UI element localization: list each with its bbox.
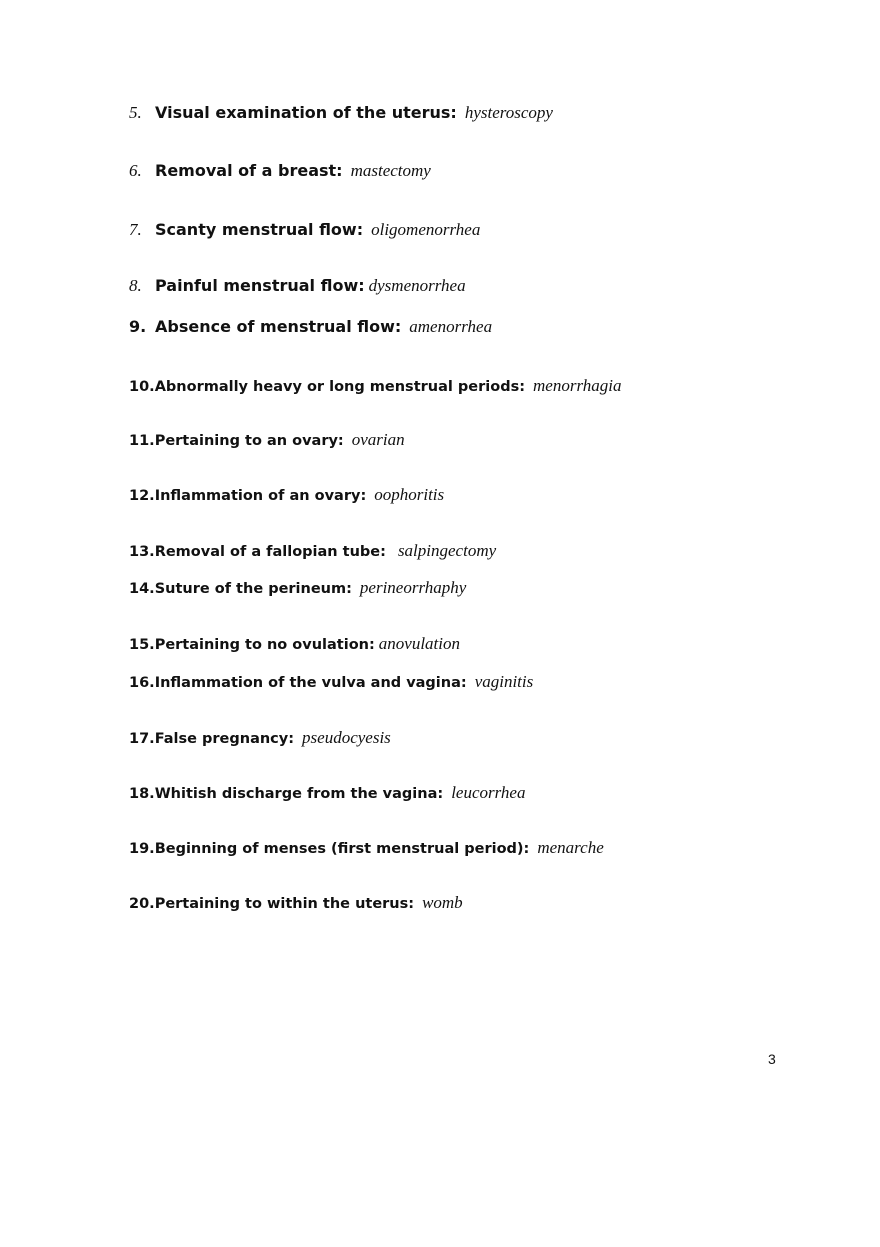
item-10 xyxy=(129,377,622,395)
item-question: Scanty menstrual flow: xyxy=(155,220,364,239)
item-14 xyxy=(129,579,466,597)
item-number: 20. xyxy=(129,896,155,912)
item-number: 12. xyxy=(129,488,155,504)
item-answer: pseudocyesis xyxy=(302,728,391,747)
item-number: 18. xyxy=(129,786,155,802)
item-question: Pertaining to an ovary: xyxy=(154,433,344,449)
item-number: 17. xyxy=(129,731,155,747)
item-number: 8. xyxy=(129,276,142,295)
item-18 xyxy=(129,784,525,802)
item-answer: womb xyxy=(422,893,463,912)
item-answer: mastectomy xyxy=(350,161,431,180)
item-16 xyxy=(129,673,533,691)
item-question: Inflammation of an ovary: xyxy=(154,488,367,504)
item-question: Whitish discharge from the vagina: xyxy=(154,786,444,802)
item-number: 7. xyxy=(129,220,142,239)
item-5 xyxy=(129,104,553,122)
item-number: 10. xyxy=(129,379,155,395)
item-9 xyxy=(129,318,492,336)
item-question: Visual examination of the uterus: xyxy=(155,103,457,122)
item-7 xyxy=(129,221,480,239)
item-number: 19. xyxy=(129,841,155,857)
item-number: 6. xyxy=(129,161,142,180)
item-question: Beginning of menses (first menstrual period): xyxy=(154,841,530,857)
item-answer: oophoritis xyxy=(374,485,445,504)
item-6 xyxy=(129,162,431,180)
item-question: False pregnancy: xyxy=(154,731,295,747)
item-answer: dysmenorrhea xyxy=(368,276,466,295)
item-answer: salpingectomy xyxy=(397,541,497,560)
item-number: 11. xyxy=(129,433,155,449)
item-question: Suture of the perineum: xyxy=(154,581,352,597)
item-19 xyxy=(129,839,604,857)
item-answer: menarche xyxy=(537,838,604,857)
item-20 xyxy=(129,894,463,912)
item-13 xyxy=(129,542,496,560)
item-answer: anovulation xyxy=(378,634,460,653)
item-question: Inflammation of the vulva and vagina: xyxy=(154,675,467,691)
item-answer: oligomenorrhea xyxy=(371,220,481,239)
item-question: Pertaining to no ovulation: xyxy=(154,637,375,653)
item-8 xyxy=(129,277,466,295)
item-number: 13. xyxy=(129,544,155,560)
item-answer: leucorrhea xyxy=(451,783,526,802)
item-question: Removal of a breast: xyxy=(155,161,343,180)
item-answer: vaginitis xyxy=(474,672,534,691)
item-question: Pertaining to within the uterus: xyxy=(154,896,415,912)
item-answer: hysteroscopy xyxy=(464,103,553,122)
item-answer: perineorrhaphy xyxy=(359,578,467,597)
item-answer: menorrhagia xyxy=(533,376,622,395)
item-answer: amenorrhea xyxy=(409,317,493,336)
item-number: 15. xyxy=(129,637,155,653)
item-number: 16. xyxy=(129,675,155,691)
item-number: 5. xyxy=(129,103,142,122)
item-answer: ovarian xyxy=(351,430,405,449)
item-number: 9. xyxy=(129,317,147,336)
item-question: Removal of a fallopian tube: xyxy=(154,544,386,560)
item-question: Abnormally heavy or long menstrual periods: xyxy=(154,379,526,395)
item-15 xyxy=(129,635,460,653)
item-17 xyxy=(129,729,391,747)
item-12 xyxy=(129,486,444,504)
item-number: 14. xyxy=(129,581,155,597)
page-number: 3 xyxy=(768,1051,776,1067)
item-11 xyxy=(129,431,405,449)
item-question: Absence of menstrual flow: xyxy=(155,317,402,336)
item-question: Painful menstrual flow: xyxy=(155,276,365,295)
